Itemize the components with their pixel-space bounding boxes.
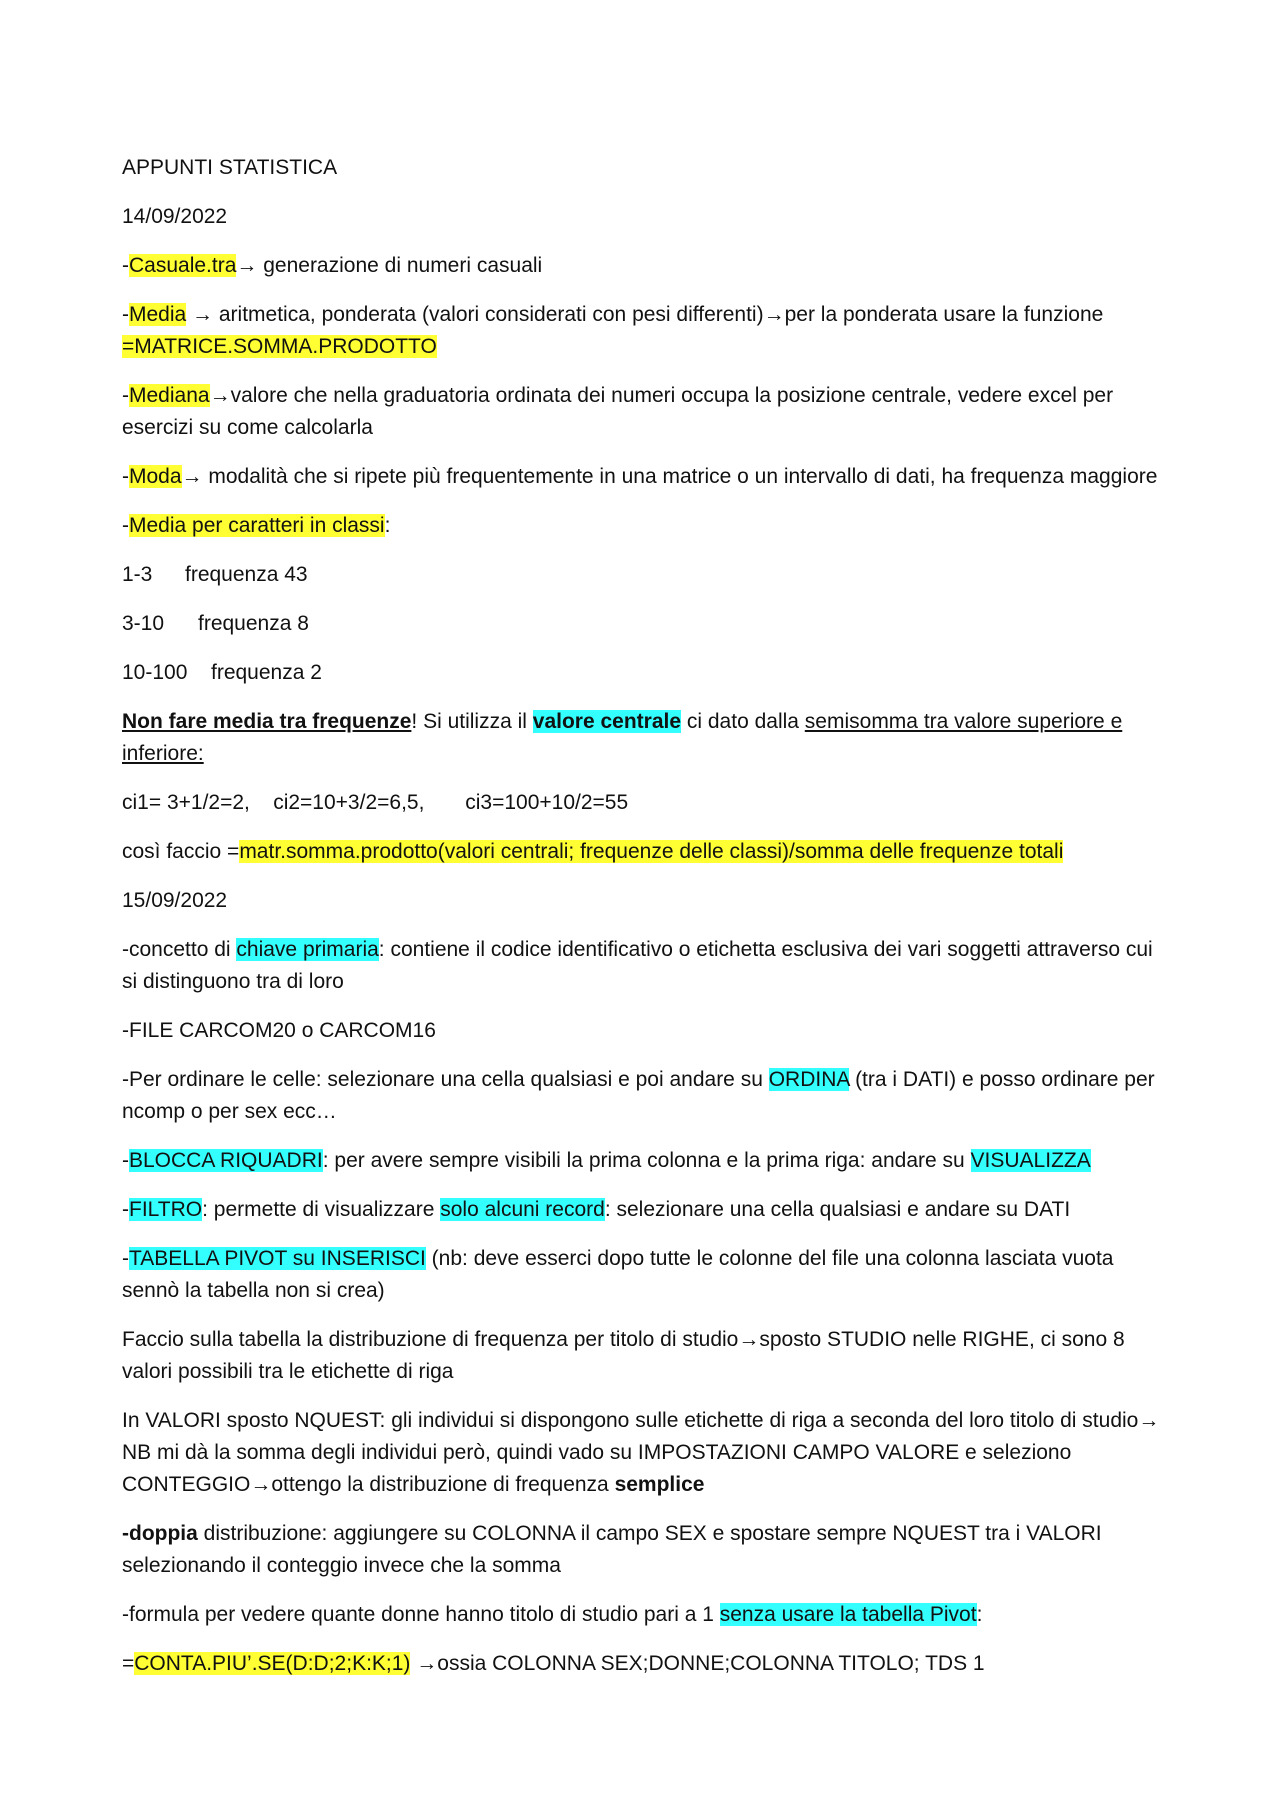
highlight: valore centrale [532,710,682,733]
note-conta: =CONTA.PIU’.SE(D:D;2;K:K;1) →ossia COLONNA SEX;DONNE;COLONNA TITOLO; TDS 1 [122,1652,985,1675]
highlight: CONTA.PIU’.SE(D:D;2;K:K;1) [134,1652,411,1675]
document-page [122,152,1162,1697]
note-casuale: -Casuale.tra→ generazione di numeri casuali [122,254,543,277]
arrow-icon: → [236,254,258,277]
class-row: 10-100 frequenza 2 [122,661,322,684]
note-ordinare: -Per ordinare le celle: selezionare una cella qualsiasi e poi andare su ORDINA (tra i DATI) e posso ordinare per ncomp o per sex ecc… [122,1068,1155,1123]
note-pivot: -TABELLA PIVOT su INSERISCI (nb: deve esserci dopo tutte le colonne del file una colonna lasciata vuota sennò la tabella non si crea) [122,1247,1114,1302]
highlight: chiave primaria [236,938,379,961]
note-ci: ci1= 3+1/2=2, ci2=10+3/2=6,5, ci3=100+10/2=55 [122,791,629,814]
highlight: BLOCCA RIQUADRI [129,1149,323,1172]
class-row: 3-10 frequenza 8 [122,612,309,635]
highlight: senza usare la tabella Pivot [719,1603,977,1626]
note-cosi: così faccio =matr.somma.prodotto(valori centrali; frequenze delle classi)/somma delle frequenze totali [122,840,1064,863]
highlight: matr.somma.prodotto(valori centrali; frequenze delle classi)/somma delle frequenze totali [239,840,1064,863]
highlight: Media [129,303,187,326]
highlight: FILTRO [129,1198,203,1221]
note-media-classi: -Media per caratteri in classi: [122,514,391,537]
note-doppia: -doppia distribuzione: aggiungere su COLONNA il campo SEX e spostare sempre NQUEST tra i VALORI selezionando il conteggio invece che la somma [122,1522,1102,1577]
highlight: TABELLA PIVOT su INSERISCI [129,1247,426,1270]
note-formula: -formula per vedere quante donne hanno titolo di studio pari a 1 senza usare la tabella Pivot: [122,1603,983,1626]
highlight: VISUALIZZA [970,1149,1091,1172]
note-chiave: -concetto di chiave primaria: contiene il codice identificativo o etichetta esclusiva dei vari soggetti attraverso cui si distinguono tra di loro [122,938,1153,993]
date-heading: 15/09/2022 [122,889,228,912]
highlight: solo alcuni record [440,1198,605,1221]
note-blocca: -BLOCCA RIQUADRI: per avere sempre visibili la prima colonna e la prima riga: andare su VISUALIZZA [122,1149,1091,1172]
class-row: 1-3 frequenza 43 [122,563,308,586]
note-media: -Media → aritmetica, ponderata (valori considerati con pesi differenti)→per la ponderata usare la funzione =MATRICE.SOMMA.PRODOTTO [122,303,1104,358]
note-faccio: Faccio sulla tabella la distribuzione di frequenza per titolo di studio→sposto STUDIO nelle RIGHE, ci sono 8 valori possibili tra le etichette di riga [122,1328,1125,1383]
highlight: =MATRICE.SOMMA.PRODOTTO [122,335,437,358]
highlight: Media per caratteri in classi [129,514,385,537]
highlight: ORDINA [768,1068,850,1091]
note-file: -FILE CARCOM20 o CARCOM16 [122,1019,436,1042]
note-non-fare: Non fare media tra frequenze! Si utilizza il valore centrale ci dato dalla semisomma tra valore superiore e inferiore: [122,710,1123,765]
date-heading: 14/09/2022 [122,205,228,228]
note-mediana: -Mediana→valore che nella graduatoria ordinata dei numeri occupa la posizione centrale, vedere excel per esercizi su come calcolarla [122,384,1114,439]
note-valori: In VALORI sposto NQUEST: gli individui si dispongono sulle etichette di riga a seconda del loro titolo di studio→ NB mi dà la somma degli individui però, quindi vado su IMPOSTAZIONI CAMPO VALORE e seleziono CONTEGGIO→ottengo la distribuzione di frequenza semplice [122,1409,1160,1496]
note-filtro: -FILTRO: permette di visualizzare solo alcuni record: selezionare una cella qualsiasi e andare su DATI [122,1198,1071,1221]
highlight: Mediana [129,384,210,407]
highlight: Casuale.tra [129,254,237,277]
document-title: APPUNTI STATISTICA [122,156,338,179]
highlight: Moda [129,465,182,488]
note-moda: -Moda→ modalità che si ripete più frequentemente in una matrice o un intervallo di dati, ha frequenza maggiore [122,465,1158,488]
